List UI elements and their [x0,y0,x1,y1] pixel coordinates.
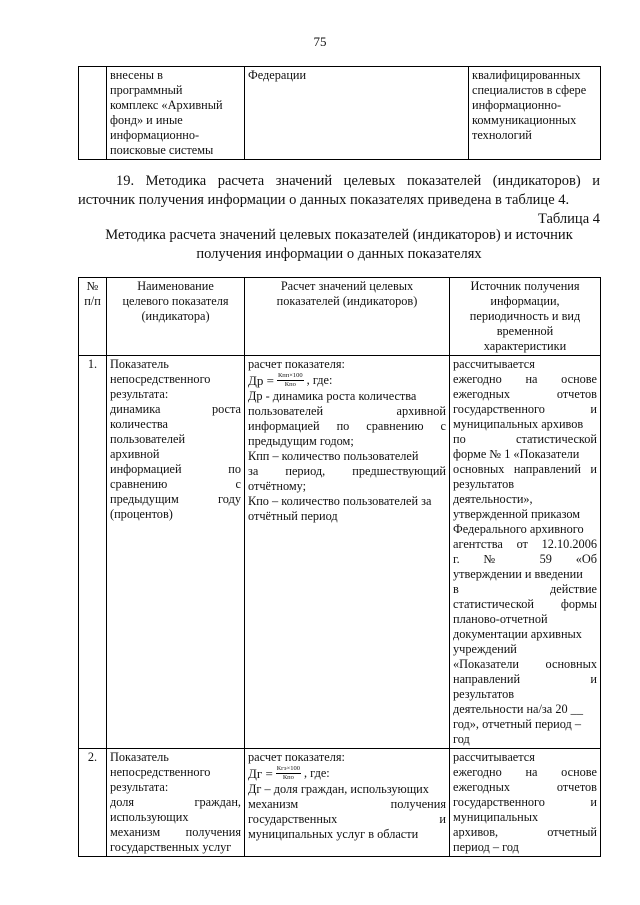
header-calc [245,278,450,356]
cell-text-line: Кпп – количество пользователей [248,449,419,463]
title-line: Методика расчета значений целевых показателей (индикаторов) и источник [105,227,573,243]
cell-text-line: сравнению с [110,477,241,491]
calc-description [248,389,446,524]
cell-text-line: количества [110,417,168,431]
formula-tail: , где: [304,766,330,780]
table-label: Таблица 4 [537,211,600,227]
cell-text-line: муниципальных услуг в области [248,827,419,841]
header-source [450,278,601,356]
cell-text-line: Федерации [248,68,307,82]
row-name [107,749,245,857]
cell-text-line: отчётному; [248,479,307,493]
cell-text-line: результатов [453,687,515,701]
cell-text-line: в действие [453,582,597,596]
cell-text-line: Показатель [110,750,169,764]
cell-text-line: отчётный период [248,509,338,523]
header-line: № [86,279,99,293]
cell-text-line: информационно- [472,98,562,112]
cell-text-line: доля граждан, [110,795,241,809]
cell-text-line: результата: [110,780,169,794]
cell-text-line: государственного и [453,402,597,416]
cell-text-line: внесены в [110,68,163,82]
cell-text-line: учреждений [453,642,517,656]
cell-text-line: ежегодно на основе [453,765,597,779]
cell-text-line: г. № 59 «Об [453,552,597,566]
cell-text-line: по статистической [453,432,597,446]
header-line: информации, [490,294,560,308]
calc-intro: расчет показателя: [248,750,345,764]
page-number: 75 [313,34,327,49]
header-line: временной [496,324,554,338]
cell-text-line: ежегодных отчетов [453,387,597,401]
cell-text-line: пользователей архивной [248,404,446,418]
formula-numerator: Кпп×100 [277,372,303,379]
cell-text-line: муниципальных [453,810,539,824]
cell-text-line: информационно- [110,128,200,142]
table-cell [469,67,601,160]
formula-numerator: Кгэ×100 [276,765,300,772]
table-title [78,226,600,264]
cell-text-line: муниципальных архивов [453,417,584,431]
continuation-table [78,66,601,160]
cell-text-line: программный [110,83,183,97]
cell-text-line: утвержденной приказом [453,507,581,521]
cell-text-line: Др - динамика роста количества [248,389,417,403]
formula-denominator: Кпо [282,774,294,781]
cell-text-line: поисковые системы [110,143,214,157]
header-line: характеристики [483,339,567,353]
cell-text-line: направлений и [453,672,597,686]
cell-text-line: государственных услуг [110,840,232,854]
table-row [79,749,601,857]
formula-fraction [276,765,301,782]
formula [248,372,332,389]
formula-lhs: Др = [248,373,274,388]
cell-text-line: государственных и [248,812,446,826]
formula [248,765,330,782]
cell-text-line: квалифицированных [472,68,581,82]
calc-description [248,782,446,842]
cell-text-line: документации архивных [453,627,582,641]
cell-text-line: фонд» и иные [110,113,183,127]
cell-text-line: Показатель [110,357,169,371]
paragraph-line: 19. Методика расчета значений целевых показателей (индикаторов) и [116,173,600,189]
row-num: 1. [79,356,107,749]
header-line: Источник получения [470,279,580,293]
paragraph-19 [78,172,600,210]
cell-text-line: деятельности», [453,492,533,506]
title-line: получения информации о данных показателях [196,246,482,262]
cell-text-line: результата: [110,387,169,401]
cell-text-line: год», отчетный период – [453,717,582,731]
header-line: п/п [84,294,101,308]
cell-text-line: результатов [453,477,515,491]
cell-text-line: государственного и [453,795,597,809]
cell-text-line: основных направлений и [453,462,597,476]
cell-text-line: использующих [110,810,189,824]
cell-text-line: механизм получения [248,797,446,811]
cell-text-line: Кпо – количество пользователей за [248,494,432,508]
formula-tail: , где: [306,373,333,387]
table-header-row [79,278,601,356]
header-line: Расчет значений целевых [280,279,414,293]
cell-text-line: Федерального архивного [453,522,584,536]
calc-intro: расчет показателя: [248,357,345,371]
cell-text-line: пользователей [110,432,186,446]
table-cell [79,67,107,160]
cell-text-line: рассчитывается [453,357,535,371]
cell-text-line: архивной [110,447,160,461]
header-line: показателей (индикаторов) [276,294,418,308]
cell-text-line: динамика роста [110,402,241,416]
cell-text-line: деятельности на/за 20 __ [453,702,583,716]
cell-text-line: специалистов в сфере [472,83,587,97]
cell-text-line: статистической формы [453,597,597,611]
table-cell [245,67,469,160]
table-row [79,67,601,160]
cell-text-line: утверждении и введении [453,567,583,581]
header-name [107,278,245,356]
cell-text-line: рассчитывается [453,750,535,764]
cell-text-line: агентства от 12.10.2006 [453,537,597,551]
cell-text-line: период – год [453,840,519,854]
header-line: (индикатора) [141,309,210,323]
cell-text-line: «Показатели основных [453,657,597,671]
cell-text-line: механизм получения [110,825,241,839]
cell-text-line: коммуникационных [472,113,577,127]
cell-text-line: Дг – доля граждан, использующих [248,782,429,796]
header-num [79,278,107,356]
indicator-table [78,277,601,857]
cell-text-line: предыдущим годом; [248,434,354,448]
row-calc [245,356,450,749]
row-calc [245,749,450,857]
cell-text-line: за период, предшествующий [248,464,446,478]
formula-denominator: Кпо [284,381,296,388]
cell-text-line: планово-отчетной [453,612,548,626]
cell-text-line: форме № 1 «Показатели [453,447,580,461]
cell-text-line: информацией по сравнению с [248,419,446,433]
cell-text-line: ежегодных отчетов [453,780,597,794]
table-row [79,356,601,749]
header-line: периодичность и вид [469,309,581,323]
row-source [450,749,601,857]
formula-lhs: Дг = [248,766,273,781]
cell-text-line: непосредственного [110,765,211,779]
header-line: Наименование [137,279,214,293]
cell-text-line: технологий [472,128,532,142]
cell-text-line: год [453,732,470,746]
formula-fraction [277,372,304,389]
paragraph-line: источник получения информации о данных показателях приведена в таблице 4. [78,192,570,208]
cell-text-line: непосредственного [110,372,211,386]
table-cell [107,67,245,160]
cell-text-line: информацией по [110,462,241,476]
cell-text-line: ежегодно на основе [453,372,597,386]
row-name [107,356,245,749]
row-num: 2. [79,749,107,857]
header-line: целевого показателя [122,294,229,308]
cell-text-line: архивов, отчетный [453,825,597,839]
cell-text-line: комплекс «Архивный [110,98,223,112]
cell-text-line: (процентов) [110,507,173,521]
row-source [450,356,601,749]
cell-text-line: предыдущим году [110,492,241,506]
